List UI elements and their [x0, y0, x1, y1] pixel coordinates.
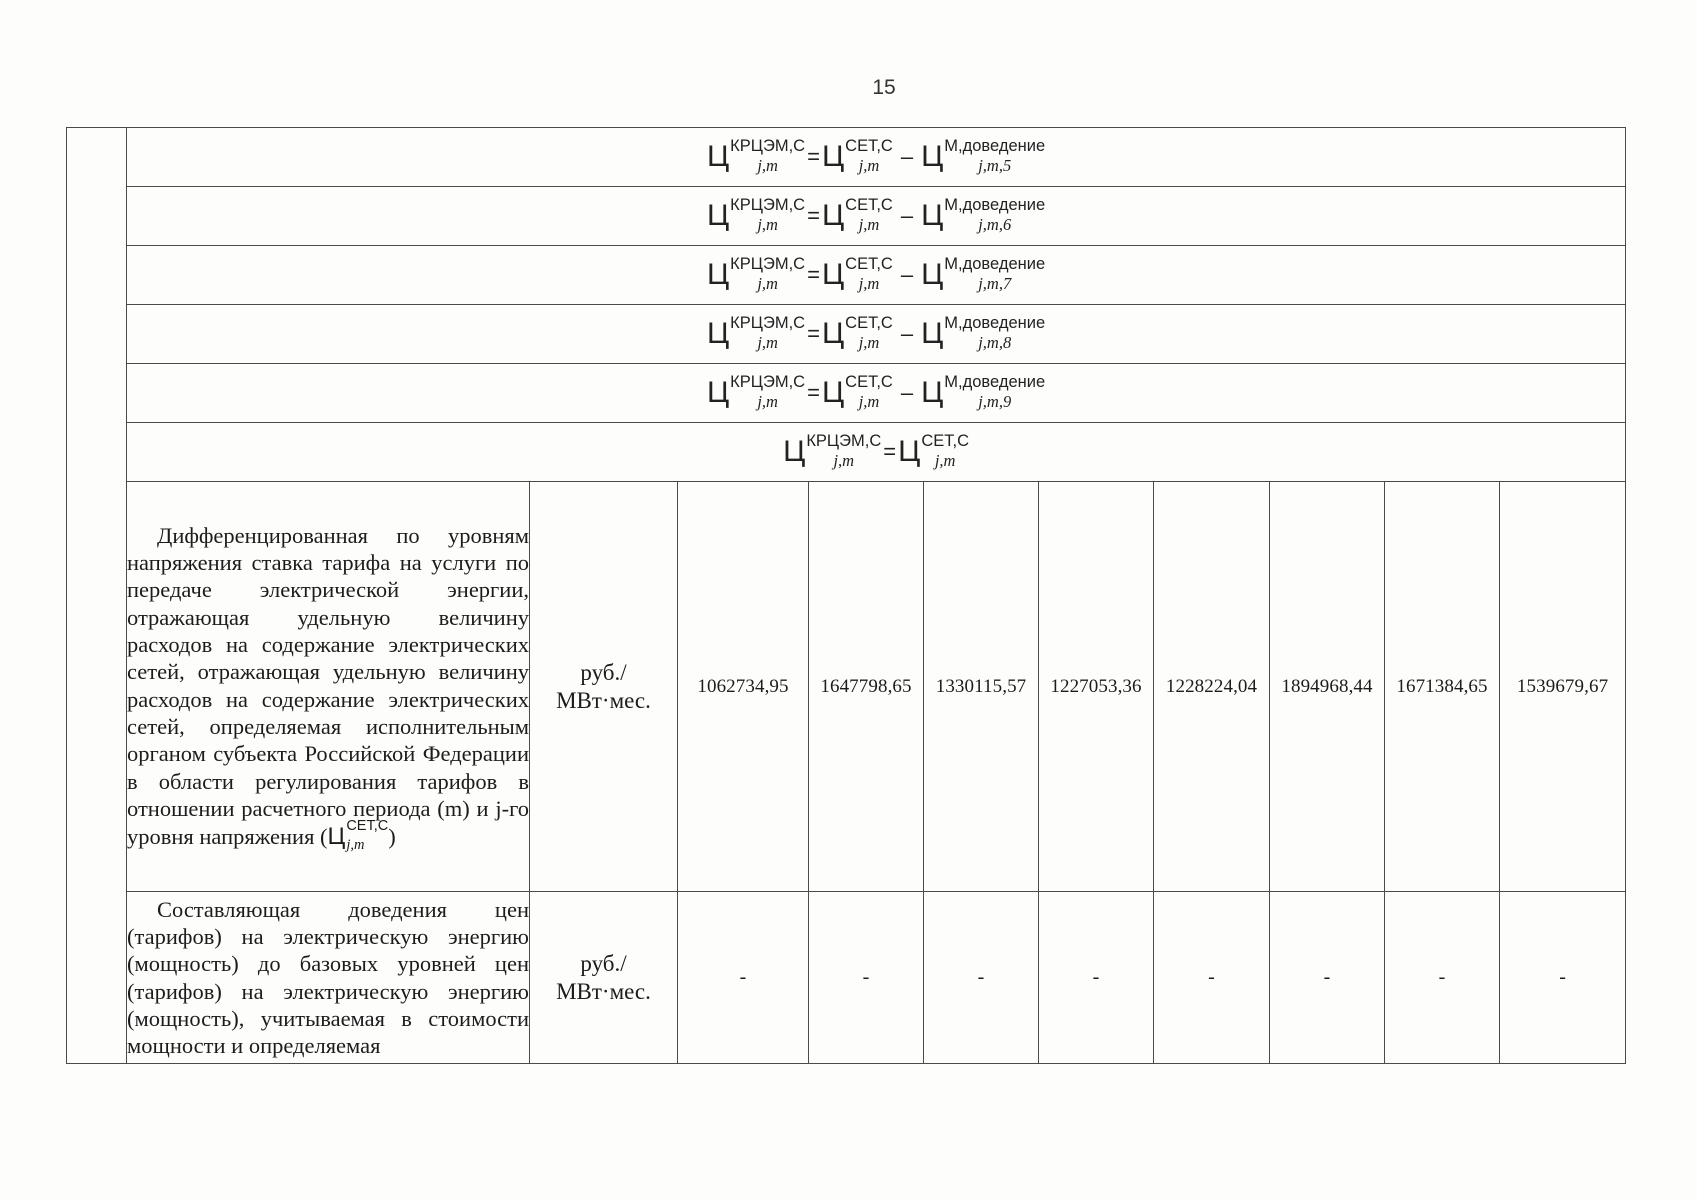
component-value: - [1154, 892, 1270, 1064]
component-value: - [924, 892, 1039, 1064]
formula: Ц КРЦЭМ,С j,m = Ц СЕТ,С j,m – Ц М,доведение j,m,7 [706, 254, 1046, 293]
component-row [67, 892, 1626, 1064]
component-value: - [678, 892, 809, 1064]
final-formula-row [67, 423, 1626, 482]
tariff-value: 1539679,67 [1500, 482, 1626, 892]
tariff-value: 1894968,44 [1270, 482, 1385, 892]
tariff-value: 1330115,57 [924, 482, 1039, 892]
formula-cell [127, 364, 1626, 423]
formula: Ц КРЦЭМ,С j,m = Ц СЕТ,С j,m – Ц М,доведение j,m,6 [706, 195, 1046, 234]
formula-row [67, 128, 1626, 187]
formula-row [67, 246, 1626, 305]
left-margin-column [67, 128, 127, 1064]
tariff-value: 1228224,04 [1154, 482, 1270, 892]
tariff-value: 1647798,65 [809, 482, 924, 892]
tariff-table [66, 127, 1626, 1064]
tariff-value: 1062734,95 [678, 482, 809, 892]
component-unit: руб./ МВт·мес. [530, 892, 678, 1064]
component-value: - [1500, 892, 1626, 1064]
formula-cell [127, 128, 1626, 187]
formula-cell [127, 305, 1626, 364]
formula: Ц КРЦЭМ,С j,m = Ц СЕТ,С j,m – Ц М,доведение j,m,8 [706, 313, 1046, 352]
formula-row [67, 187, 1626, 246]
component-description: Составляющая доведения цен (тарифов) на электрическую энергию (мощность) до базовых уровней цен (тарифов) на электрическую энергию (мощность), учитываемая в стоимости мощности и определяемая [127, 892, 530, 1064]
tariff-value: 1227053,36 [1039, 482, 1154, 892]
component-value: - [1385, 892, 1500, 1064]
formula: Ц КРЦЭМ,С j,m = Ц СЕТ,С j,m – Ц М,доведение j,m,9 [706, 372, 1046, 411]
formula: Ц КРЦЭМ,С j,m = Ц СЕТ,С j,m – Ц М,доведение j,m,5 [706, 136, 1046, 175]
tariff-unit: руб./ МВт·мес. [530, 482, 678, 892]
component-value: - [1039, 892, 1154, 1064]
page-number: 15 [872, 76, 896, 99]
tariff-rate-row [67, 482, 1626, 892]
formula-cell [127, 246, 1626, 305]
formula-row [67, 305, 1626, 364]
formula-row [67, 364, 1626, 423]
tariff-description: Дифференцированная по уровням напряжения ставка тарифа на услуги по передаче электрической энергии, отражающая удельную величину расходов на содержание электрических сетей, отражающая удельную величину расходов на содержание электрических сетей, определяемая исполнительным органом субъекта Российской Федерации в области регулирования тарифов в отношении расчетного периода (m) и j-го уровня напряжения ( Ц СЕТ,С j,m ) [127, 482, 530, 892]
final-formula: Ц КРЦЭМ,С j,m = Ц СЕТ,С j,m [783, 431, 969, 470]
component-value: - [809, 892, 924, 1064]
formula-cell [127, 187, 1626, 246]
tariff-value: 1671384,65 [1385, 482, 1500, 892]
final-formula-cell [127, 423, 1626, 482]
component-value: - [1270, 892, 1385, 1064]
